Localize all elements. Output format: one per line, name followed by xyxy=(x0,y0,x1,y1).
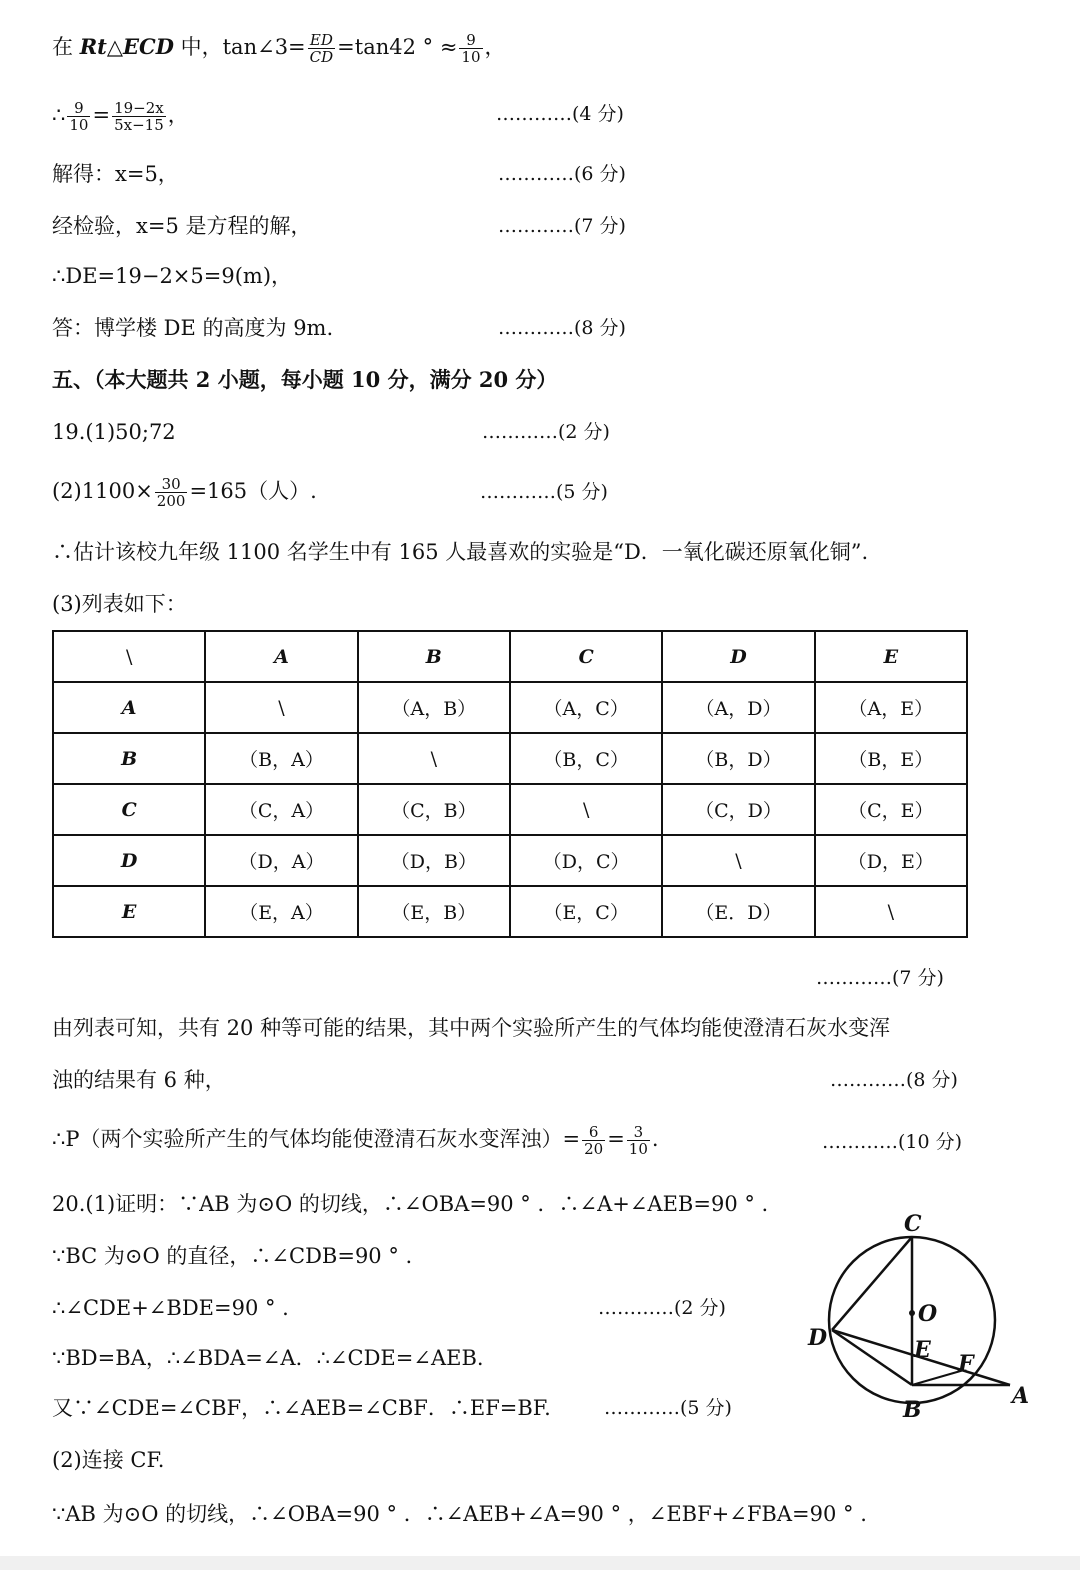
line-probability xyxy=(52,1124,659,1157)
table-cell: （A，E） xyxy=(815,682,967,733)
table-cell: （E．D） xyxy=(662,886,814,937)
text: ， xyxy=(167,103,189,127)
table-cell: （D，B） xyxy=(358,835,510,886)
table-header-row xyxy=(53,631,967,682)
denominator: CD xyxy=(309,48,334,66)
table-header-cell: A xyxy=(205,631,357,682)
line-de-value: ∴DE=19−2×5=9(m)， xyxy=(52,264,293,288)
line-equation xyxy=(52,100,189,133)
table-cell: （A，C） xyxy=(510,682,662,733)
center-point xyxy=(909,1310,915,1316)
table-row xyxy=(53,733,967,784)
denominator: 10 xyxy=(461,48,481,66)
circle-tangent-figure xyxy=(800,1205,1040,1425)
text: ， xyxy=(484,35,506,59)
line-answer: 答：博学楼 DE 的高度为 9m. xyxy=(52,316,334,340)
outcomes-table xyxy=(52,630,968,938)
text: (2)1100× xyxy=(52,479,153,503)
table-header-cell: E xyxy=(815,631,967,682)
line-q20-5: 又∵∠CDE=∠CBF，∴∠AEB=∠CBF．∴EF=BF. xyxy=(52,1396,551,1420)
row-header-cell: D xyxy=(53,835,205,886)
table-cell: （D，E） xyxy=(815,835,967,886)
line-result-2: 浊的结果有 6 种， xyxy=(52,1068,226,1092)
label-a: A xyxy=(1012,1383,1030,1409)
score-marker: …………(5 分) xyxy=(480,481,608,503)
score-marker: …………(8 分) xyxy=(830,1069,958,1091)
table-cell: （C，D） xyxy=(662,784,814,835)
table-cell: \ xyxy=(662,835,814,886)
score-marker: …………(8 分) xyxy=(498,317,626,339)
denominator: 5x−15 xyxy=(114,116,164,134)
fraction xyxy=(459,32,482,65)
table-cell: （B，E） xyxy=(815,733,967,784)
label-b: B xyxy=(903,1397,922,1423)
score-marker: …………(7 分) xyxy=(498,215,626,237)
segment-cd xyxy=(832,1237,912,1330)
table-cell: （B，A） xyxy=(205,733,357,784)
page-edge xyxy=(0,1556,1080,1570)
text: =165（人）. xyxy=(189,479,317,503)
text: 中，tan∠3= xyxy=(173,35,306,59)
table-cell: \ xyxy=(510,784,662,835)
score-marker: …………(7 分) xyxy=(816,967,944,989)
table-row xyxy=(53,784,967,835)
table-cell: （E，A） xyxy=(205,886,357,937)
label-f: F xyxy=(958,1351,974,1377)
denominator: 10 xyxy=(628,1140,648,1158)
line-solve: 解得：x=5， xyxy=(52,162,179,186)
table-cell: （C，A） xyxy=(205,784,357,835)
row-header-cell: C xyxy=(53,784,205,835)
numerator: 6 xyxy=(582,1124,605,1141)
numerator: 19−2x xyxy=(114,99,164,117)
row-header-cell: B xyxy=(53,733,205,784)
fraction xyxy=(155,476,188,509)
line-q20-7: ∵AB 为⊙O 的切线，∴∠OBA=90 ° ．∴∠AEB+∠A=90 ° ，∠EBF+∠FBA=90 ° . xyxy=(52,1502,867,1526)
table-row xyxy=(53,886,967,937)
line-q19-2 xyxy=(52,476,317,509)
table-cell: \ xyxy=(358,733,510,784)
table-header-cell: D xyxy=(662,631,814,682)
text: △ xyxy=(106,35,123,59)
fraction xyxy=(308,32,336,65)
score-marker: …………(5 分) xyxy=(604,1397,732,1419)
label-o: O xyxy=(918,1301,938,1327)
table-cell: （C，B） xyxy=(358,784,510,835)
fraction xyxy=(627,1124,650,1157)
table-row xyxy=(53,682,967,733)
label-e: E xyxy=(914,1337,931,1363)
numerator: ED xyxy=(308,32,336,49)
label-c: C xyxy=(904,1211,922,1237)
section-heading: 五、（本大题共 2 小题，每小题 10 分，满分 20 分） xyxy=(52,367,558,392)
line-estimate: ∴估计该校九年级 1100 名学生中有 165 人最喜欢的实验是“D．一氧化碳还原氧化铜”. xyxy=(52,540,869,564)
line-q20-1: 20.(1)证明：∵AB 为⊙O 的切线，∴∠OBA=90 ° ．∴∠A+∠AEB=90 ° . xyxy=(52,1192,769,1216)
row-header-cell: E xyxy=(53,886,205,937)
table-cell: （D，A） xyxy=(205,835,357,886)
score-marker: …………(2 分) xyxy=(598,1297,726,1319)
fraction xyxy=(582,1124,605,1157)
numerator: 9 xyxy=(67,100,90,117)
table-header-cell: C xyxy=(510,631,662,682)
segment-bf xyxy=(912,1370,964,1385)
text: =tan42 ° ≈ xyxy=(337,35,458,59)
denominator: 10 xyxy=(69,116,89,134)
line-check: 经检验，x=5 是方程的解， xyxy=(52,214,312,238)
text: . xyxy=(651,1127,659,1151)
score-marker: …………(4 分) xyxy=(496,103,624,125)
line-list-intro: (3)列表如下： xyxy=(52,592,187,616)
line-q20-6: (2)连接 CF. xyxy=(52,1448,165,1472)
table-cell: （E，C） xyxy=(510,886,662,937)
numerator: 30 xyxy=(155,476,188,493)
denominator: 200 xyxy=(156,492,186,510)
table-header-cell: \ xyxy=(53,631,205,682)
text: Rt xyxy=(79,34,107,59)
text: ECD xyxy=(123,34,174,59)
table-cell: （C，E） xyxy=(815,784,967,835)
therefore-symbol: ∴ xyxy=(52,103,66,127)
label-d: D xyxy=(808,1325,828,1351)
table-cell: （D，C） xyxy=(510,835,662,886)
line-q20-2: ∵BC 为⊙O 的直径，∴∠CDB=90 ° . xyxy=(52,1244,413,1268)
score-marker: …………(6 分) xyxy=(498,163,626,185)
table-cell: \ xyxy=(815,886,967,937)
denominator: 20 xyxy=(584,1140,604,1158)
table-cell: （A，B） xyxy=(358,682,510,733)
numerator: 3 xyxy=(627,1124,650,1141)
line-q19-1: 19.(1)50;72 xyxy=(52,420,176,444)
line-q20-3: ∴∠CDE+∠BDE=90 ° . xyxy=(52,1296,289,1320)
text: 在 xyxy=(52,35,80,59)
table-cell: （B，C） xyxy=(510,733,662,784)
line-q20-4: ∵BD=BA，∴∠BDA=∠A．∴∠CDE=∠AEB. xyxy=(52,1346,484,1370)
line-tan-ratio xyxy=(52,32,506,65)
table-header-cell: B xyxy=(358,631,510,682)
table-cell: （A，D） xyxy=(662,682,814,733)
fraction xyxy=(112,100,166,133)
score-marker: …………(10 分) xyxy=(822,1131,963,1153)
text: ∴P（两个实验所产生的气体均能使澄清石灰水变浑浊）= xyxy=(52,1127,581,1151)
line-result-1: 由列表可知，共有 20 种等可能的结果，其中两个实验所产生的气体均能使澄清石灰水变浑 xyxy=(52,1016,891,1040)
table-cell: （E，B） xyxy=(358,886,510,937)
fraction xyxy=(67,100,90,133)
text: = xyxy=(607,1127,625,1151)
table-row xyxy=(53,835,967,886)
table-cell: \ xyxy=(205,682,357,733)
segment-db xyxy=(832,1330,912,1385)
score-marker: …………(2 分) xyxy=(482,421,610,443)
numerator: 9 xyxy=(459,32,482,49)
row-header-cell: A xyxy=(53,682,205,733)
text: = xyxy=(92,103,111,127)
table-cell: （B，D） xyxy=(662,733,814,784)
